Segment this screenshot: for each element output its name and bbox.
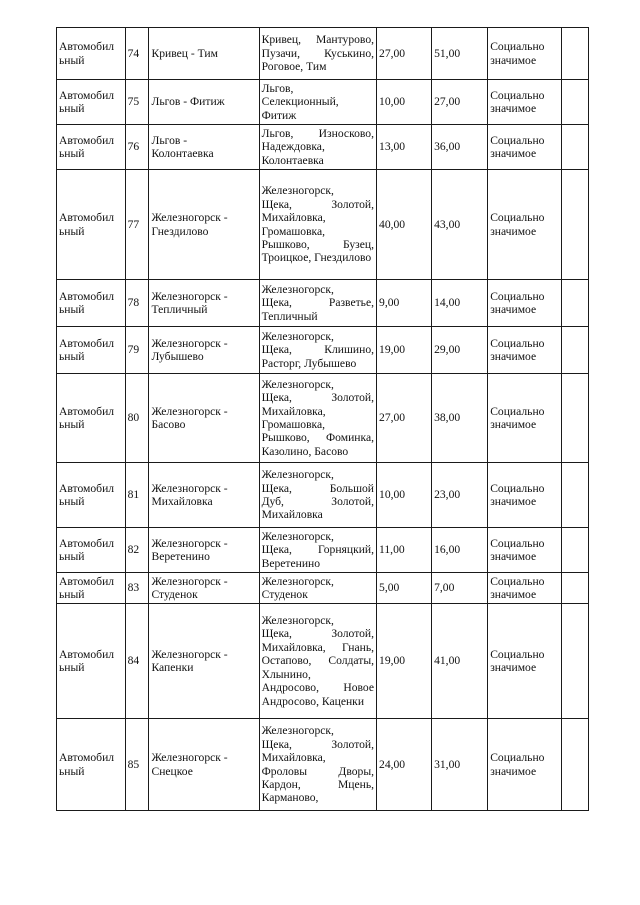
route-name-line: Капенки [151, 661, 194, 674]
empty-cell [561, 463, 588, 528]
transport-type-line: ьный [59, 550, 85, 563]
route-stops-line: Андросово, Каценки [261, 694, 365, 708]
route-stops-line: Щека, Большой [261, 481, 375, 495]
transport-type-line: ьный [59, 102, 85, 115]
empty-cell [561, 280, 588, 327]
route-kind-cell [488, 463, 562, 528]
route-stops-line: Рышково, Бузец, [261, 237, 375, 251]
route-stops-cell [259, 170, 376, 280]
route-stops-line: Железногорск, [261, 184, 334, 198]
route-stops-line: Щека, Горняцкий, [261, 543, 375, 557]
route-kind-cell [488, 604, 562, 719]
route-stops-line: Щека, Золотой, [261, 737, 375, 751]
table-row [57, 280, 589, 327]
transport-type-line: ьный [59, 147, 85, 160]
transport-type-cell [57, 28, 126, 80]
route-number-cell: 80 [125, 374, 149, 463]
route-stops-line: Карманово, [261, 791, 319, 805]
route-stops-line: Щека, Золотой, [261, 627, 375, 641]
transport-type-line: Автомобил [59, 40, 115, 54]
distance-2-cell: 23,00 [432, 463, 488, 528]
transport-type-line: ьный [59, 303, 85, 316]
route-stops-line: Железногорск, [261, 614, 334, 628]
route-number-cell: 79 [125, 327, 149, 374]
route-stops-line: Остапово, Солдаты, [261, 654, 375, 668]
route-number-cell: 78 [125, 280, 149, 327]
route-stops-line: Щека, Клишино, [261, 343, 375, 357]
route-name-line: Железногорск - [151, 536, 228, 550]
transport-type-line: ьный [59, 418, 85, 431]
route-number-cell: 83 [125, 573, 149, 604]
distance-1-cell: 27,00 [377, 374, 432, 463]
empty-cell [561, 573, 588, 604]
route-stops-line: Льгов, Износково, [261, 126, 375, 140]
route-stops-line: Железногорск, [261, 468, 334, 482]
table-row [57, 719, 589, 811]
route-number-cell: 81 [125, 463, 149, 528]
route-stops-line: Роговое, Тим [261, 60, 327, 74]
route-kind-line: значимое [490, 102, 537, 115]
distance-2-cell: 7,00 [432, 573, 488, 604]
route-kind-cell [488, 125, 562, 170]
transport-type-line: ьный [59, 495, 85, 508]
table-row [57, 604, 589, 719]
transport-type-cell [57, 170, 126, 280]
route-kind-line: Социально [490, 289, 545, 303]
transport-type-cell [57, 280, 126, 327]
transport-type-line: ьный [59, 224, 85, 238]
route-name-line: Басово [151, 418, 186, 431]
route-stops-line: Железногорск, [261, 724, 334, 738]
route-stops-line: Железногорск, [261, 377, 334, 391]
route-name-line: Лубышево [151, 350, 204, 363]
distance-2-cell: 27,00 [432, 80, 488, 125]
route-kind-line: Социально [490, 404, 545, 418]
distance-2-cell: 41,00 [432, 604, 488, 719]
transport-type-line: Автомобил [59, 88, 115, 102]
route-stops-line: Надеждовка, Колонтаевка [261, 140, 325, 167]
route-name-cell [149, 604, 259, 719]
transport-type-line: ьный [59, 350, 85, 363]
distance-2-cell: 14,00 [432, 280, 488, 327]
route-name-line: Тепличный [151, 303, 208, 316]
route-name-cell [149, 28, 259, 80]
route-kind-cell [488, 528, 562, 573]
route-name-line: Железногорск - [151, 647, 228, 661]
transport-type-cell [57, 463, 126, 528]
route-name-line: Железногорск - [151, 751, 228, 765]
route-kind-line: Социально [490, 481, 545, 495]
distance-1-cell: 27,00 [377, 28, 432, 80]
route-kind-cell [488, 80, 562, 125]
transport-type-line: Автомобил [59, 289, 115, 303]
route-name-cell [149, 463, 259, 528]
transport-type-cell [57, 719, 126, 811]
route-stops-line: Веретенино [261, 556, 321, 570]
route-stops-line: Пузачи, Куськино, [261, 46, 375, 60]
route-name-line: Железногорск - [151, 404, 228, 418]
table-row [57, 125, 589, 170]
route-stops-line: Тепличный [261, 309, 318, 323]
route-kind-line: Социально [490, 40, 545, 54]
route-kind-line: значимое [490, 661, 537, 674]
route-stops-line: Селекционный, Фитиж [261, 95, 339, 122]
transport-type-line: Автомобил [59, 211, 115, 225]
route-kind-line: значимое [490, 418, 537, 431]
distance-1-cell: 10,00 [377, 80, 432, 125]
route-stops-line: Михайловка [261, 508, 323, 522]
route-stops-cell [259, 604, 376, 719]
table-row [57, 463, 589, 528]
route-kind-cell [488, 28, 562, 80]
route-name-line: Железногорск - [151, 336, 228, 350]
route-name-line: Железногорск - [151, 289, 228, 303]
transport-type-line: Автомобил [59, 536, 115, 550]
route-name-cell [149, 170, 259, 280]
transport-type-line: Автомобил [59, 751, 115, 765]
route-stops-line: Щека, Разветье, [261, 296, 375, 310]
transport-type-cell [57, 374, 126, 463]
distance-2-cell: 43,00 [432, 170, 488, 280]
transport-type-line: Автомобил [59, 133, 115, 147]
route-kind-cell [488, 280, 562, 327]
empty-cell [561, 604, 588, 719]
route-number-cell: 82 [125, 528, 149, 573]
distance-1-cell: 40,00 [377, 170, 432, 280]
route-name-cell [149, 528, 259, 573]
route-name-cell [149, 374, 259, 463]
transport-type-cell [57, 528, 126, 573]
route-name-cell [149, 280, 259, 327]
route-stops-cell [259, 573, 376, 604]
route-number-cell: 76 [125, 125, 149, 170]
transport-type-line: Автомобил [59, 481, 115, 495]
route-name-line: Льгов - Фитиж [151, 95, 225, 109]
empty-cell [561, 80, 588, 125]
route-stops-line: Кривец, Мантурово, [261, 33, 375, 47]
route-stops-line: Казолино, Басово [261, 444, 349, 458]
distance-2-cell: 51,00 [432, 28, 488, 80]
empty-cell [561, 125, 588, 170]
route-kind-line: Социально [490, 574, 545, 588]
route-stops-cell [259, 374, 376, 463]
route-stops-line: Железногорск, [261, 282, 334, 296]
route-stops-cell [259, 719, 376, 811]
route-number-cell: 77 [125, 170, 149, 280]
route-stops-line: Михайловка, [261, 211, 326, 225]
route-name-line: Колонтаевка [151, 147, 214, 160]
transport-type-line: ьный [59, 764, 85, 778]
route-name-line: Гнездилово [151, 224, 209, 238]
distance-1-cell: 13,00 [377, 125, 432, 170]
distance-2-cell: 16,00 [432, 528, 488, 573]
route-stops-cell [259, 28, 376, 80]
route-stops-line: Льгов, [261, 81, 294, 95]
route-kind-line: значимое [490, 495, 537, 508]
route-name-line: Студенок [151, 588, 198, 601]
transport-type-line: ьный [59, 661, 85, 674]
route-stops-line: Расторг, Лубышево [261, 356, 357, 370]
empty-cell [561, 28, 588, 80]
route-kind-cell [488, 170, 562, 280]
route-stops-line: Железногорск, Студенок [261, 574, 334, 601]
route-number-cell: 75 [125, 80, 149, 125]
transport-type-line: Автомобил [59, 336, 115, 350]
empty-cell [561, 374, 588, 463]
route-name-line: Снецкое [151, 764, 193, 778]
table-row [57, 80, 589, 125]
route-kind-cell [488, 374, 562, 463]
route-kind-line: Социально [490, 336, 545, 350]
route-stops-line: Михайловка, Гнань, [261, 640, 375, 654]
route-kind-line: Социально [490, 133, 545, 147]
transport-type-line: Автомобил [59, 647, 115, 661]
transport-type-cell [57, 125, 126, 170]
empty-cell [561, 327, 588, 374]
route-name-cell [149, 573, 259, 604]
route-stops-line: Фроловы Дворы, [261, 764, 375, 778]
route-stops-line: Троицкое, Гнездилово [261, 251, 372, 265]
route-name-cell [149, 719, 259, 811]
route-kind-line: значимое [490, 350, 537, 363]
distance-2-cell: 36,00 [432, 125, 488, 170]
route-name-line: Железногорск - [151, 211, 228, 225]
route-kind-line: Социально [490, 647, 545, 661]
distance-1-cell: 9,00 [377, 280, 432, 327]
route-number-cell: 84 [125, 604, 149, 719]
route-kind-cell [488, 719, 562, 811]
route-kind-line: значимое [490, 303, 537, 316]
empty-cell [561, 528, 588, 573]
route-kind-cell [488, 573, 562, 604]
transport-type-line: Автомобил [59, 574, 115, 588]
table-row [57, 528, 589, 573]
routes-table [56, 27, 589, 811]
table-row [57, 170, 589, 280]
empty-cell [561, 719, 588, 811]
routes-table-body [57, 28, 589, 811]
transport-type-cell [57, 80, 126, 125]
route-stops-cell [259, 80, 376, 125]
route-kind-cell [488, 327, 562, 374]
route-stops-line: Хлынино, [261, 667, 311, 681]
table-row [57, 327, 589, 374]
distance-1-cell: 5,00 [377, 573, 432, 604]
route-kind-line: значимое [490, 53, 537, 67]
empty-cell [561, 170, 588, 280]
route-stops-line: Громашовка, [261, 224, 326, 238]
route-stops-line: Громашовка, [261, 418, 326, 431]
route-stops-cell [259, 327, 376, 374]
transport-type-line: ьный [59, 588, 85, 601]
route-stops-cell [259, 280, 376, 327]
distance-2-cell: 29,00 [432, 327, 488, 374]
route-stops-line: Щека, Золотой, [261, 391, 375, 405]
transport-type-line: Автомобил [59, 404, 115, 418]
route-stops-line: Щека, Золотой, [261, 197, 375, 211]
route-stops-cell [259, 125, 376, 170]
table-row [57, 28, 589, 80]
route-kind-line: Социально [490, 751, 545, 765]
route-stops-cell [259, 528, 376, 573]
transport-type-line: ьный [59, 53, 85, 67]
route-name-cell [149, 327, 259, 374]
transport-type-cell [57, 327, 126, 374]
route-name-line: Железногорск - [151, 574, 228, 588]
route-kind-line: значимое [490, 550, 537, 563]
distance-1-cell: 10,00 [377, 463, 432, 528]
route-stops-line: Дуб, Золотой, [261, 495, 375, 508]
route-stops-line: Андросово, Новое [261, 681, 375, 695]
route-name-line: Веретенино [151, 550, 210, 563]
route-kind-line: Социально [490, 211, 545, 225]
route-kind-line: значимое [490, 224, 537, 238]
route-name-line: Железногорск - [151, 481, 228, 495]
route-number-cell: 85 [125, 719, 149, 811]
route-name-line: Михайловка [151, 495, 213, 508]
route-kind-line: значимое [490, 764, 537, 778]
table-row [57, 374, 589, 463]
route-name-line: Льгов - [151, 133, 188, 147]
route-name-line: Кривец - Тим [151, 46, 218, 60]
distance-1-cell: 19,00 [377, 604, 432, 719]
distance-1-cell: 24,00 [377, 719, 432, 811]
table-row [57, 573, 589, 604]
distance-1-cell: 11,00 [377, 528, 432, 573]
route-stops-line: Рышково, Фоминка, [261, 431, 375, 445]
route-name-cell [149, 125, 259, 170]
transport-type-cell [57, 573, 126, 604]
distance-2-cell: 31,00 [432, 719, 488, 811]
route-kind-line: значимое [490, 147, 537, 160]
distance-1-cell: 19,00 [377, 327, 432, 374]
route-stops-line: Железногорск, [261, 529, 334, 543]
route-kind-line: Социально [490, 88, 545, 102]
route-stops-cell [259, 463, 376, 528]
route-kind-line: значимое [490, 588, 537, 601]
transport-type-cell [57, 604, 126, 719]
route-stops-line: Железногорск, [261, 329, 334, 343]
route-stops-line: Михайловка, [261, 751, 326, 765]
route-number-cell: 74 [125, 28, 149, 80]
route-stops-line: Михайловка, [261, 404, 326, 418]
distance-2-cell: 38,00 [432, 374, 488, 463]
route-name-cell [149, 80, 259, 125]
route-stops-line: Кардон, Мцень, [261, 777, 375, 791]
route-kind-line: Социально [490, 536, 545, 550]
